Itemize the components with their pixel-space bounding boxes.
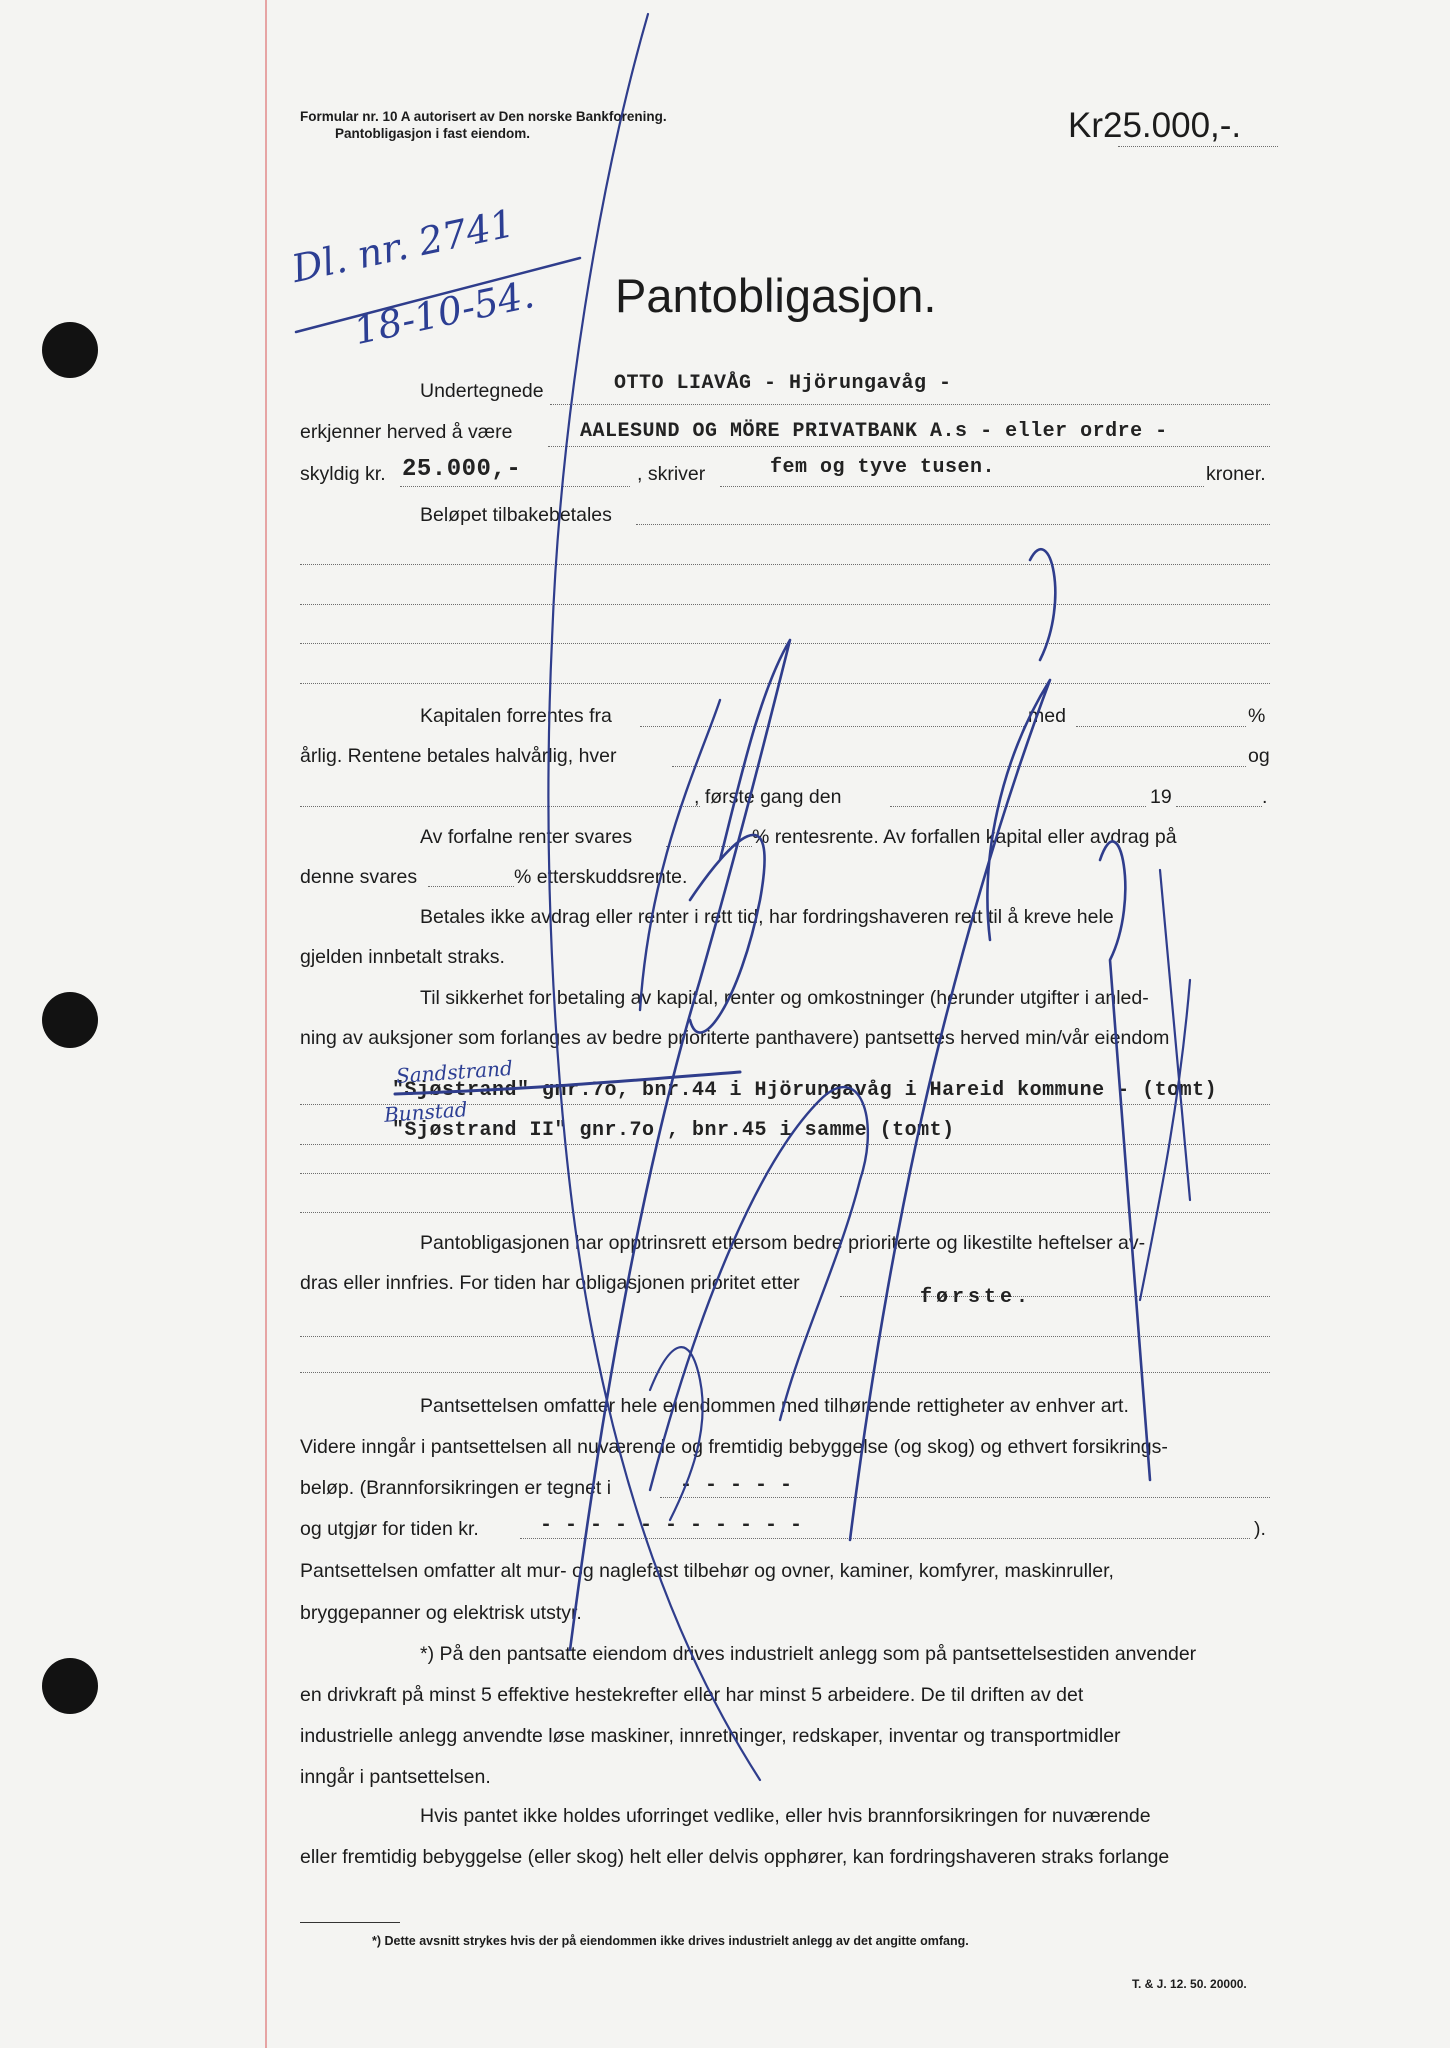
priority-line-1: Pantobligasjonen har opptrinsrett ettersom bedre prioriterte og likestilte heftelser av-: [420, 1232, 1146, 1254]
rentesrente-text: % rentesrente. Av forfallen kapital eller avdrag på: [752, 826, 1177, 848]
kapital-percent: %: [1248, 705, 1266, 727]
scope-line-1: Pantsettelsen omfatter hele eiendommen med tilhørende rettigheter av enhver art.: [420, 1395, 1129, 1417]
property-line-1: "Sjøstrand" gnr.7o, bnr.44 i Hjörungavåg i Hareid kommune - (tomt): [392, 1079, 1218, 1102]
handwritten-correction-2: Bunstad: [383, 1097, 469, 1127]
renter-og-label: og: [1248, 745, 1270, 767]
forste-gang-label: , første gang den: [694, 786, 842, 808]
undertegnede-label: Undertegnede: [420, 380, 544, 402]
registration-date-annotation: 18-10-54.: [350, 271, 538, 354]
skriver-label: , skriver: [637, 463, 706, 485]
denne-svares-label: denne svares: [300, 866, 418, 888]
form-type-line: Pantobligasjon i fast eiendom.: [335, 126, 531, 141]
print-code: T. & J. 12. 50. 20000.: [1132, 1977, 1247, 1991]
footnote-text: *) Dette avsnitt strykes hvis der på eiendommen ikke drives industrielt anlegg av det angitte omfang.: [372, 1934, 969, 1948]
maintenance-line-1: Hvis pantet ikke holdes uforringet vedlike, eller hvis brannforsikringen for nuværende: [420, 1805, 1151, 1827]
priority-value: første.: [920, 1286, 1033, 1309]
priority-line-2: dras eller innfries. For tiden har obligasjonen prioritet etter: [300, 1272, 800, 1294]
insurance-amount-value: - - - - - - - - - - -: [540, 1514, 803, 1537]
scope-line-2: Videre inngår i pantsettelsen all nuværende og fremtidig bebyggelse (og skog) og ethvert forsikrings-: [300, 1436, 1168, 1458]
scope-line-5: Pantsettelsen omfatter alt mur- og naglefast tilbehør og ovner, kaminer, komfyrer, maskinruller,: [300, 1560, 1114, 1582]
industrial-line-4: inngår i pantsettelsen.: [300, 1766, 491, 1788]
scope-line-4-end: ).: [1254, 1518, 1266, 1540]
kapital-label: Kapitalen forrentes fra: [420, 705, 612, 727]
betales-line-1: Betales ikke avdrag eller renter i rett tid, har fordringshaveren rett til å kreve hele: [420, 906, 1114, 928]
industrial-line-3: industrielle anlegg anvendte løse maskiner, innretninger, redskaper, inventar og transportmidler: [300, 1725, 1121, 1747]
industrial-line-2: en drivkraft på minst 5 effektive hestekrefter eller har minst 5 arbeidere. De til driften av det: [300, 1684, 1084, 1706]
insurance-company-value: - - - - -: [680, 1474, 793, 1497]
kapital-med-label: med: [1028, 705, 1066, 727]
kroner-label: kroner.: [1206, 463, 1266, 485]
industrial-line-1: *) På den pantsatte eiendom drives industrielt anlegg som på pantsettelsestiden anvender: [420, 1643, 1197, 1665]
amount-in-words: fem og tyve tusen.: [770, 456, 996, 479]
creditor-name: AALESUND OG MÖRE PRIVATBANK A.s - eller ordre -: [580, 420, 1168, 443]
debt-amount: 25.000,-: [402, 456, 522, 483]
handwritten-correction-1: Sandstrand: [395, 1055, 514, 1089]
belopet-label: Beløpet tilbakebetales: [420, 504, 612, 526]
skyldig-label: skyldig kr.: [300, 463, 386, 485]
property-line-2: "Sjøstrand II" gnr.7o , bnr.45 i samme (tomt): [392, 1119, 955, 1142]
forfalne-label: Av forfalne renter svares: [420, 826, 633, 848]
amount-heading: Kr25.000,-.: [1068, 106, 1242, 145]
etterskudd-text: % etterskuddsrente.: [514, 866, 688, 888]
sikkerhet-line-1: Til sikkerhet for betaling av kapital, renter og omkostninger (herunder utgifter i anled-: [420, 987, 1149, 1009]
scope-line-6: bryggepanner og elektrisk utstyr.: [300, 1602, 582, 1624]
debtor-name: OTTO LIAVÅG - Hjörungavåg -: [614, 372, 952, 395]
year-prefix: 19: [1150, 786, 1172, 808]
registration-number-annotation: Dl. nr. 2741: [288, 200, 519, 292]
scope-line-3: beløp. (Brannforsikringen er tegnet i: [300, 1477, 612, 1499]
erkjenner-label: erkjenner herved å være: [300, 421, 513, 443]
betales-line-2: gjelden innbetalt straks.: [300, 946, 505, 968]
sikkerhet-line-2: ning av auksjoner som forlanges av bedre prioriterte panthavere) pantsettes herved min/vår eiendom: [300, 1027, 1170, 1049]
form-number-line: Formular nr. 10 A autorisert av Den norske Bankforening.: [300, 109, 667, 124]
renter-label: årlig. Rentene betales halvårlig, hver: [300, 745, 617, 767]
document-title: Pantobligasjon.: [615, 269, 937, 322]
scope-line-4: og utgjør for tiden kr.: [300, 1518, 479, 1540]
maintenance-line-2: eller fremtidig bebyggelse (eller skog) helt eller delvis opphører, kan fordringshaveren straks forlange: [300, 1846, 1170, 1868]
year-period: .: [1262, 786, 1268, 808]
